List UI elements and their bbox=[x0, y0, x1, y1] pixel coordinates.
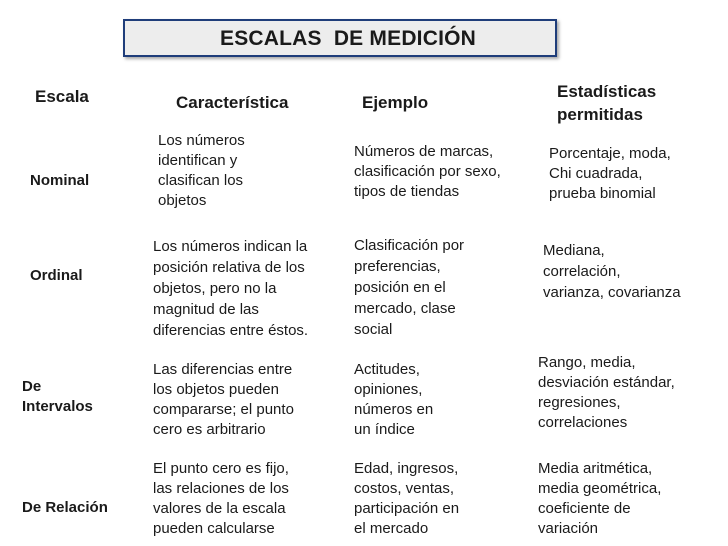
row-label-intervalos: De Intervalos bbox=[22, 378, 93, 415]
nominal-ejemplo: Números de marcas, clasificación por sexo, tipos de tiendas bbox=[354, 143, 501, 200]
row-label-ordinal: Ordinal bbox=[30, 267, 83, 284]
header-caracteristica: Característica bbox=[176, 93, 289, 112]
row-label-relacion: De Relación bbox=[22, 499, 108, 516]
intervalos-caracteristica: Las diferencias entre los objetos pueden compararse; el punto cero es arbitrario bbox=[153, 361, 294, 438]
intervalos-estadisticas: Rango, media, desviación estándar, regresiones, correlaciones bbox=[538, 354, 675, 431]
page-title: ESCALAS DE MEDICIÓN bbox=[220, 27, 477, 50]
relacion-estadisticas: Media aritmética, media geométrica, coeficiente de variación bbox=[538, 460, 662, 537]
header-escala: Escala bbox=[35, 87, 89, 106]
ordinal-ejemplo: Clasificación por preferencias, posición en el mercado, clase social bbox=[354, 237, 465, 338]
intervalos-ejemplo: Actitudes, opiniones, números en un índice bbox=[354, 361, 434, 438]
relacion-ejemplo: Edad, ingresos, costos, ventas, participación en el mercado bbox=[354, 460, 460, 537]
ordinal-caracteristica: Los números indican la posición relativa de los objetos, pero no la magnitud de las diferencias entre éstos. bbox=[153, 238, 309, 339]
header-ejemplo: Ejemplo bbox=[362, 93, 429, 112]
header-estadisticas: Estadísticas permitidas bbox=[557, 82, 657, 124]
relacion-caracteristica: El punto cero es fijo, las relaciones de los valores de la escala pueden calcularse bbox=[153, 460, 289, 537]
row-label-nominal: Nominal bbox=[30, 172, 90, 189]
ordinal-estadisticas: Mediana, correlación, varianza, covarianza bbox=[543, 242, 681, 301]
nominal-caracteristica: Los números identifican y clasifican los objetos bbox=[158, 132, 245, 209]
nominal-estadisticas: Porcentaje, moda, Chi cuadrada, prueba binomial bbox=[549, 145, 671, 202]
